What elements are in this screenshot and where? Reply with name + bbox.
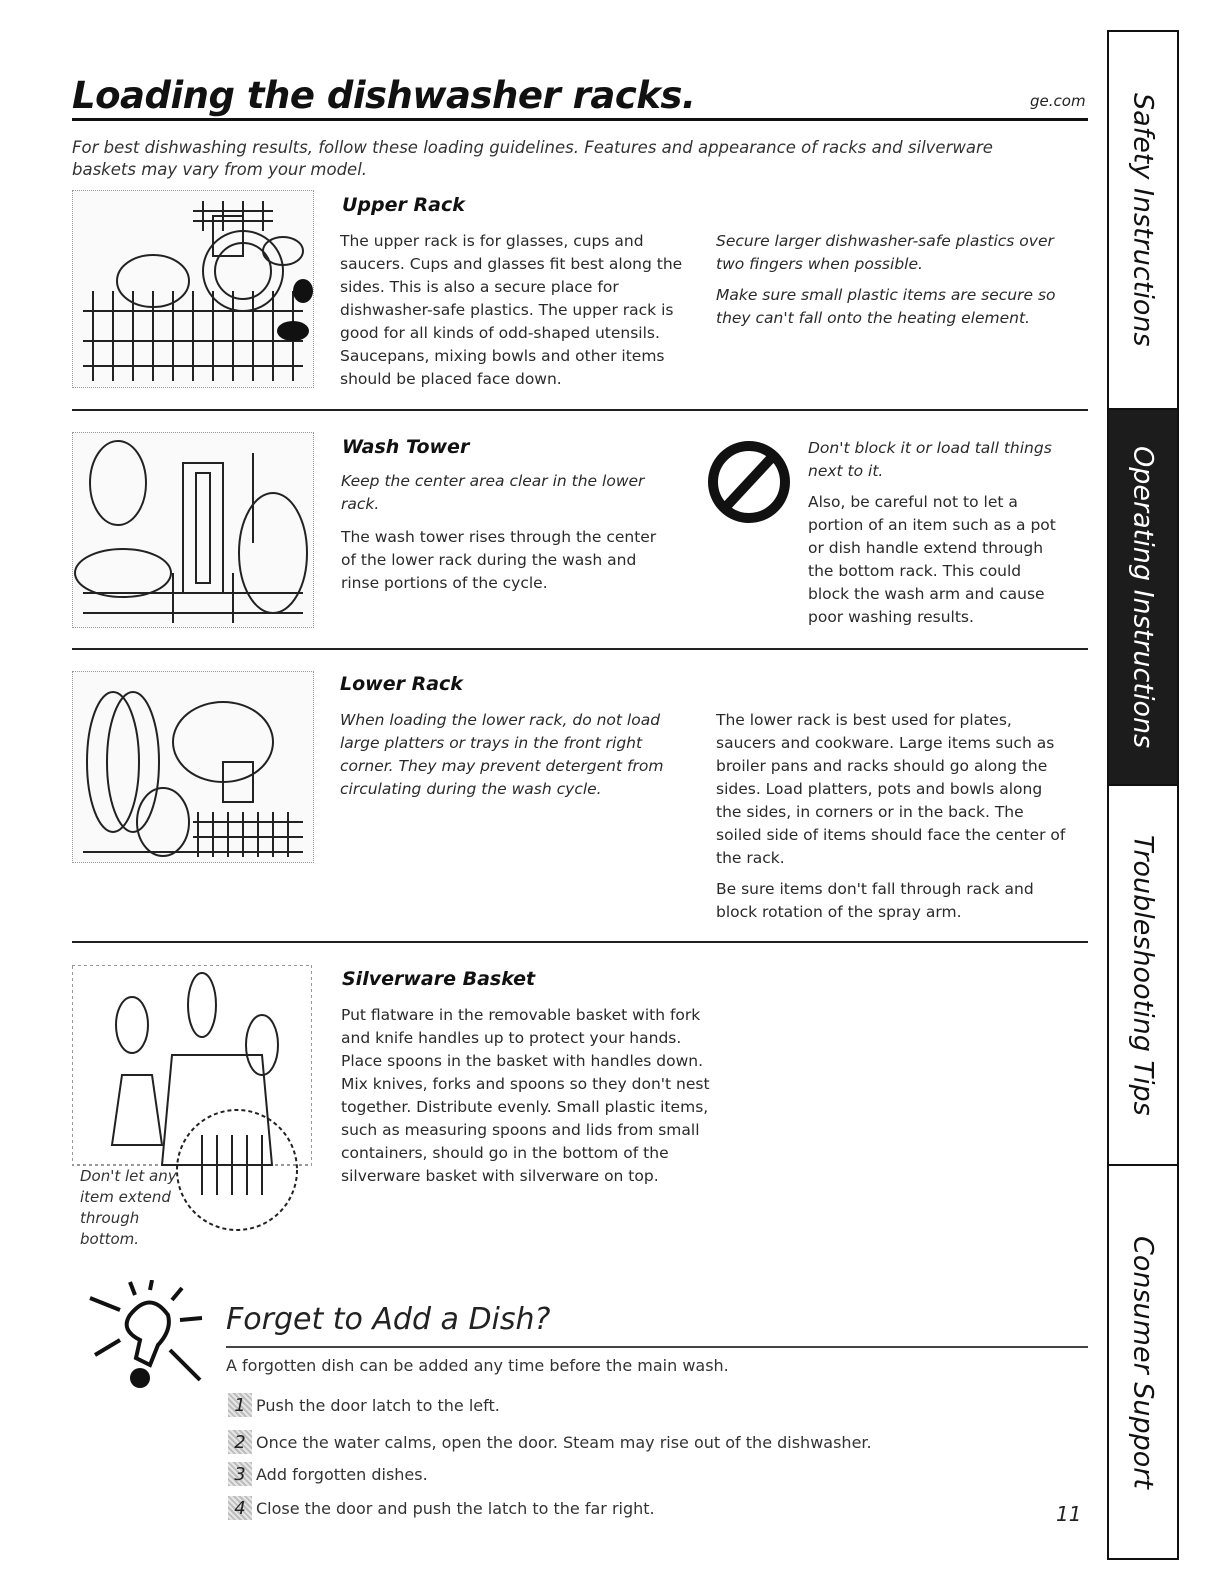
- step-number: 4: [228, 1496, 252, 1520]
- upper-rack-body: The upper rack is for glasses, cups and saucers. Cups and glasses fit best along the sides. This is also a secure place for dishwasher-safe plastics. The upper rack is good for all kinds of odd-shaped utensils. Saucepans, mixing bowls and other items should be placed face down.: [340, 232, 683, 388]
- step-4: [228, 1496, 655, 1520]
- wash-tower-warning: Don't block it or load tall things next to it.: [808, 439, 1052, 480]
- upper-rack-heading: Upper Rack: [342, 194, 465, 216]
- title-divider: [72, 118, 1088, 121]
- silverware-caption: Don't let any item extend through bottom.: [80, 1167, 177, 1248]
- lower-rack-body-1: The lower rack is best used for plates, saucers and cookware. Large items such as broiler pans and racks should go along the sides. Load platters, pots and bowls along the sides, in corners or in the back. The soiled side of items should face the center of the rack.: [716, 711, 1066, 867]
- upper-rack-note-2: Make sure small plastic items are secure so they can't fall onto the heating element.: [716, 286, 1056, 327]
- tab-label: Operating Instructions: [1127, 445, 1159, 749]
- wash-tower-caution: Also, be careful not to let a portion of an item such as a pot or dish handle extend through the bottom rack. This could block the wash arm and cause poor washing results.: [808, 493, 1056, 626]
- step-number: 1: [228, 1393, 252, 1417]
- intro-text: For best dishwashing results, follow these loading guidelines. Features and appearance of racks and silverware baskets may vary from your model.: [72, 138, 993, 179]
- tab-label: Troubleshooting Tips: [1127, 834, 1159, 1116]
- step-text: Add forgotten dishes.: [256, 1464, 428, 1484]
- wash-tower-note: Keep the center area clear in the lower rack.: [341, 472, 645, 513]
- silverware-body: Put flatware in the removable basket with fork and knife handles up to protect your hands. Place spoons in the basket with handles down. Mix knives, forks and spoons so they don't nest together. Distribute evenly. Small plastic items, such as measuring spoons and lids from small containers, should go in the bottom of the silverware basket with silverware on top.: [341, 1006, 710, 1185]
- step-1: [228, 1393, 500, 1417]
- lower-rack-illustration: [72, 671, 314, 863]
- forget-dish-intro: A forgotten dish can be added any time before the main wash.: [226, 1356, 729, 1375]
- upper-rack-note-1: Secure larger dishwasher-safe plastics over two fingers when possible.: [716, 232, 1054, 273]
- lower-rack-heading: Lower Rack: [340, 673, 463, 695]
- tab-consumer-support[interactable]: [1109, 1166, 1177, 1558]
- silverware-heading: Silverware Basket: [342, 968, 536, 990]
- step-number: 3: [228, 1462, 252, 1486]
- wash-tower-heading: Wash Tower: [342, 436, 470, 458]
- lightbulb-icon: [80, 1280, 210, 1400]
- step-text: Close the door and push the latch to the far right.: [256, 1498, 655, 1518]
- prohibited-icon: [705, 438, 793, 526]
- tab-safety-instructions[interactable]: [1109, 32, 1177, 410]
- wash-tower-body: The wash tower rises through the center of the lower rack during the wash and rinse portions of the cycle.: [341, 528, 657, 592]
- step-text: Push the door latch to the left.: [256, 1395, 500, 1415]
- step-2: [228, 1430, 872, 1454]
- forget-dish-divider: [226, 1346, 1088, 1348]
- tab-operating-instructions[interactable]: [1109, 410, 1177, 786]
- upper-rack-illustration: [72, 190, 314, 388]
- tab-label: Consumer Support: [1127, 1235, 1159, 1489]
- wash-tower-illustration: [72, 432, 314, 628]
- section-divider: [72, 409, 1088, 411]
- tab-troubleshooting-tips[interactable]: [1109, 786, 1177, 1166]
- page-title: Loading the dishwasher racks.: [72, 74, 696, 117]
- site-link: ge.com: [1030, 92, 1086, 110]
- step-text: Once the water calms, open the door. Steam may rise out of the dishwasher.: [256, 1432, 872, 1452]
- tab-label: Safety Instructions: [1127, 93, 1159, 347]
- step-3: [228, 1462, 428, 1486]
- section-tabs: [1107, 30, 1179, 1560]
- forget-dish-title: Forget to Add a Dish?: [226, 1302, 551, 1337]
- lower-rack-note: When loading the lower rack, do not load large platters or trays in the front right corner. They may prevent detergent from circulating during the wash cycle.: [340, 711, 664, 798]
- page-number: 11: [1056, 1502, 1082, 1526]
- lower-rack-body-2: Be sure items don't fall through rack and block rotation of the spray arm.: [716, 880, 1034, 921]
- step-number: 2: [228, 1430, 252, 1454]
- section-divider: [72, 648, 1088, 650]
- section-divider: [72, 941, 1088, 943]
